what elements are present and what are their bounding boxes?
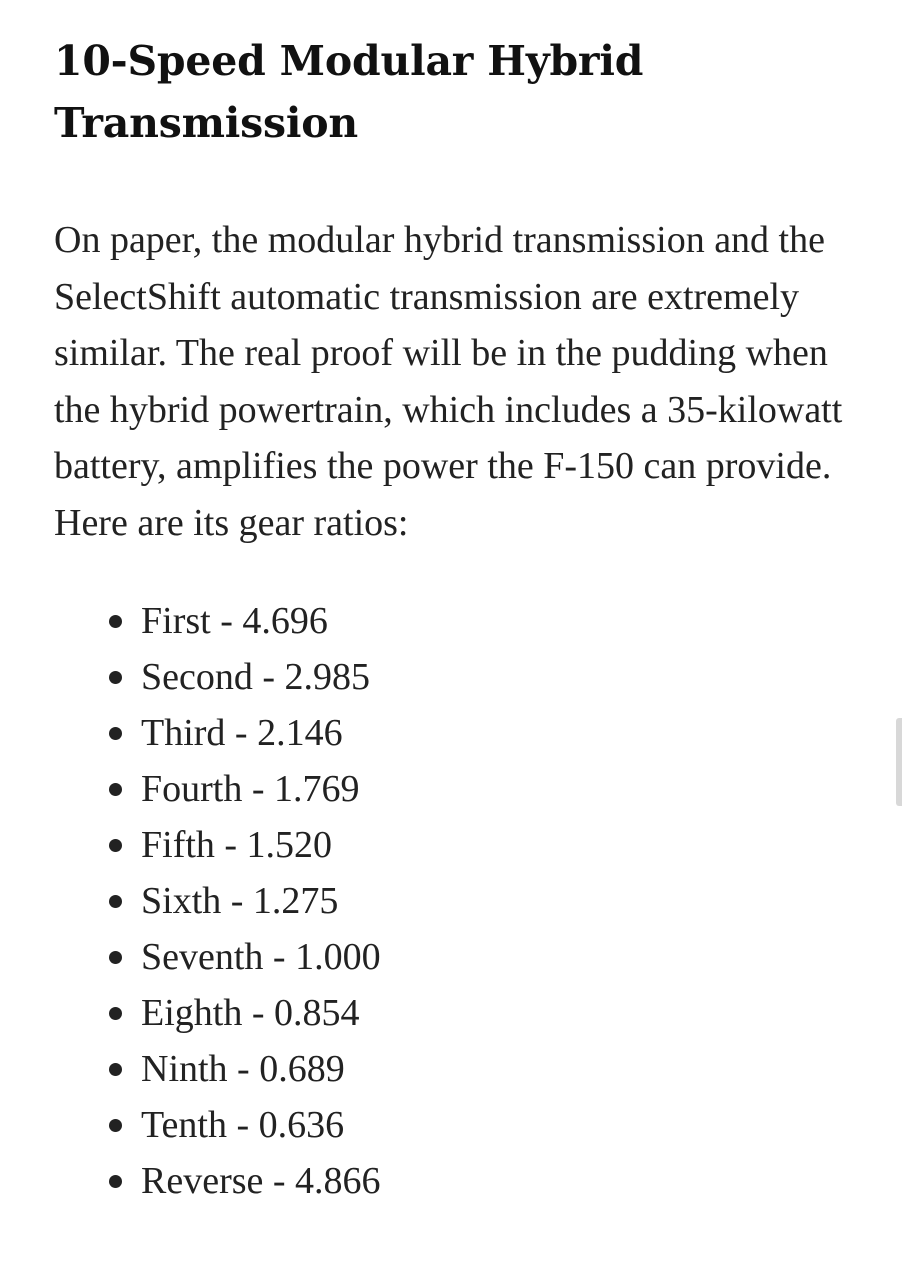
gear-ratio-text: Reverse - 4.866 <box>141 1160 381 1202</box>
list-item <box>109 873 854 929</box>
gear-ratio-text: Fifth - 1.520 <box>141 824 333 866</box>
bullet-icon <box>109 1063 122 1076</box>
list-item <box>109 761 854 817</box>
scrollbar-thumb[interactable] <box>896 718 902 806</box>
list-item <box>109 817 854 873</box>
list-item <box>109 929 854 985</box>
article <box>54 30 854 1209</box>
bullet-icon <box>109 1007 122 1020</box>
bullet-icon <box>109 1119 122 1132</box>
list-item <box>109 985 854 1041</box>
gear-ratio-text: First - 4.696 <box>141 600 328 642</box>
list-item <box>109 1153 854 1209</box>
list-item <box>109 593 854 649</box>
gear-ratio-text: Fourth - 1.769 <box>141 768 360 810</box>
bullet-icon <box>109 951 122 964</box>
gear-ratio-text: Ninth - 0.689 <box>141 1048 345 1090</box>
bullet-icon <box>109 671 122 684</box>
list-item <box>109 649 854 705</box>
section-heading: 10-Speed Modular Hybrid Transmission <box>54 37 644 147</box>
bullet-icon <box>109 727 122 740</box>
gear-ratio-list <box>54 593 854 1209</box>
intro-paragraph: On paper, the modular hybrid transmission and the SelectShift automatic transmission are extremely similar. The real proof will be in the pudding when the hybrid powertrain, which includes a 35-kilowatt battery, amplifies the power the F-150 can provide. Here are its gear ratios: <box>54 219 843 544</box>
gear-ratio-text: Tenth - 0.636 <box>141 1104 345 1146</box>
list-item <box>109 1097 854 1153</box>
list-item <box>109 705 854 761</box>
bullet-icon <box>109 1175 122 1188</box>
bullet-icon <box>109 783 122 796</box>
gear-ratio-text: Sixth - 1.275 <box>141 880 339 922</box>
list-item <box>109 1041 854 1097</box>
bullet-icon <box>109 839 122 852</box>
gear-ratio-text: Second - 2.985 <box>141 656 371 698</box>
gear-ratio-text: Eighth - 0.854 <box>141 992 360 1034</box>
bullet-icon <box>109 895 122 908</box>
gear-ratio-text: Third - 2.146 <box>141 712 343 754</box>
gear-ratio-text: Seventh - 1.000 <box>141 936 381 978</box>
bullet-icon <box>109 615 122 628</box>
